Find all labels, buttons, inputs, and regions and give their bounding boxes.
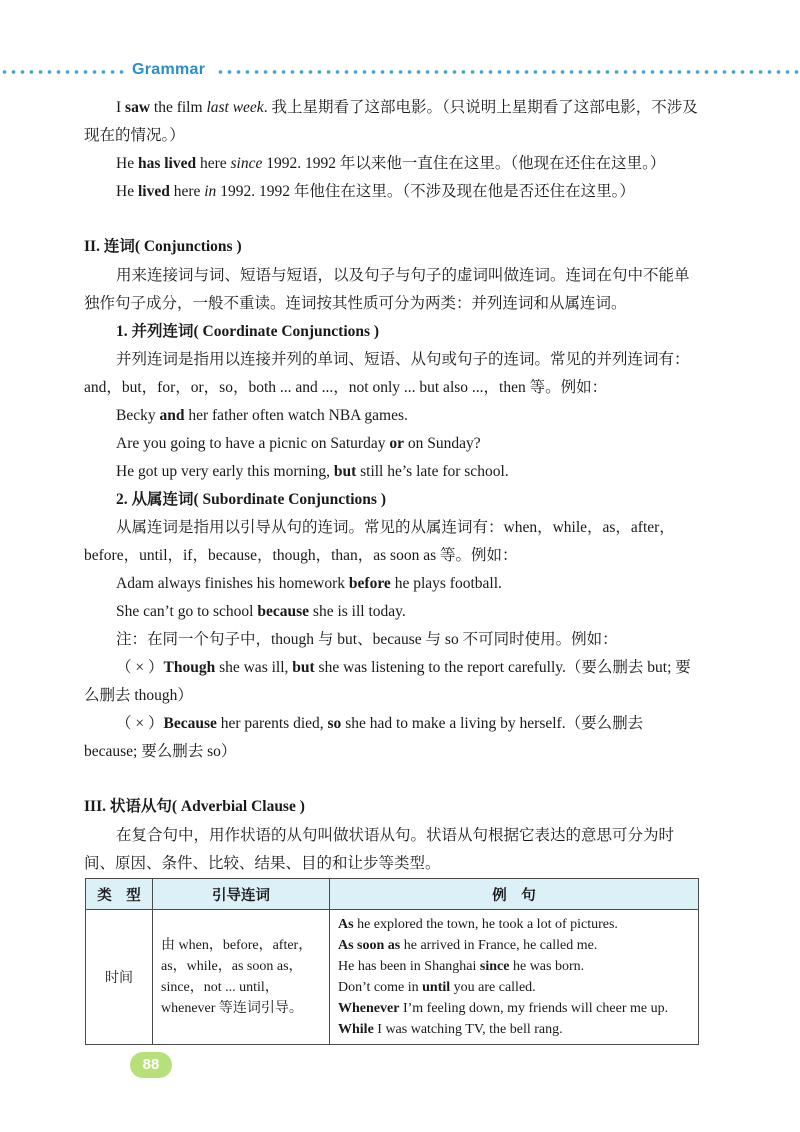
examples-cell [330,910,699,1045]
subordinate-description: 从属连词是指用以引导从句的连词。常见的从属连词有：when，while，as，after，before，until，if，because，though，than，as soon as 等。例如： [84,519,675,564]
adverbial-clause-heading: III. 状语从句( Adverbial Clause ) [84,798,305,815]
connectors-cell: 由 when，before，after，as，while，as soon as，since，not ... until，whenever 等连词引导。 [153,910,330,1045]
coordinate-example-1: Becky and her father often watch NBA games. [116,407,408,424]
example-sentence: He has been in Shanghai since he was born. [338,959,585,974]
coordinate-heading: 1. 并列连词( Coordinate Conjunctions ) [116,323,380,340]
clause-type-cell: 时间 [86,910,153,1045]
column-header-type: 类 型 [86,879,153,910]
example-sentence: As he explored the town, he took a lot of pictures. [338,917,618,932]
conjunctions-intro: 用来连接词与词、短语与短语，以及句子与句子的虚词叫做连词。连词在句中不能单独作句子成分，一般不重读。连词按其性质可分为两类：并列连词和从属连词。 [84,267,690,312]
usage-note: 注：在同一个句子中，though 与 but、because 与 so 不可同时使用。例如： [116,631,618,648]
coordinate-description: 并列连词是指用以连接并列的单词、短语、从句或句子的连词。常见的并列连词有：and，but，for，or，so，both ... and ...，not only ... but also ...，then 等。例如： [84,351,690,396]
subordinate-example-2: She can’t go to school because she is ill today. [116,603,406,620]
tense-example-3: He lived here in 1992. 1992 年他住在这里。（不涉及现在他是否还住在这里。） [116,183,635,200]
subordinate-heading: 2. 从属连词( Subordinate Conjunctions ) [116,491,386,508]
column-header-connectors: 引导连词 [153,879,330,910]
tense-example-1: I saw the film last week. 我上星期看了这部电影。（只说明上星期看了这部电影，不涉及现在的情况。） [84,99,698,144]
page-header [0,60,800,84]
coordinate-example-2: Are you going to have a picnic on Saturday or on Sunday? [116,435,481,452]
section-title: Grammar [132,61,206,78]
page-content [84,94,700,878]
example-sentence: As soon as he arrived in France, he called me. [338,938,598,953]
coordinate-example-3: He got up very early this morning, but still he’s late for school. [116,463,509,480]
page-number-badge: 88 [130,1052,172,1078]
conjunctions-heading: II. 连词( Conjunctions ) [84,238,242,255]
table-header-row [86,879,699,910]
tense-example-2: He has lived here since 1992. 1992 年以来他一直住在这里。（他现在还住在这里。） [116,155,666,172]
dotted-rule-right [216,69,800,75]
example-sentence: Whenever I’m feeling down, my friends will cheer me up. [338,1001,669,1016]
adverbial-clause-table [85,878,699,1045]
adverbial-clause-intro: 在复合句中，用作状语的从句叫做状语从句。状语从句根据它表达的意思可分为时间、原因、条件、比较、结果、目的和让步等类型。 [84,827,675,872]
example-sentence: While I was watching TV, the bell rang. [338,1022,563,1037]
dotted-rule-left [0,69,128,75]
wrong-example-2: （ × ）Because her parents died, so she had to make a living by herself.（要么删去 because; 要么删去 so） [84,715,644,760]
column-header-examples: 例 句 [330,879,699,910]
table-row [86,910,699,1045]
example-sentence: Don’t come in until you are called. [338,980,536,995]
subordinate-example-1: Adam always finishes his homework before he plays football. [116,575,502,592]
wrong-example-1: （ × ）Though she was ill, but she was listening to the report carefully.（要么删去 but; 要么删去 though） [84,659,691,704]
